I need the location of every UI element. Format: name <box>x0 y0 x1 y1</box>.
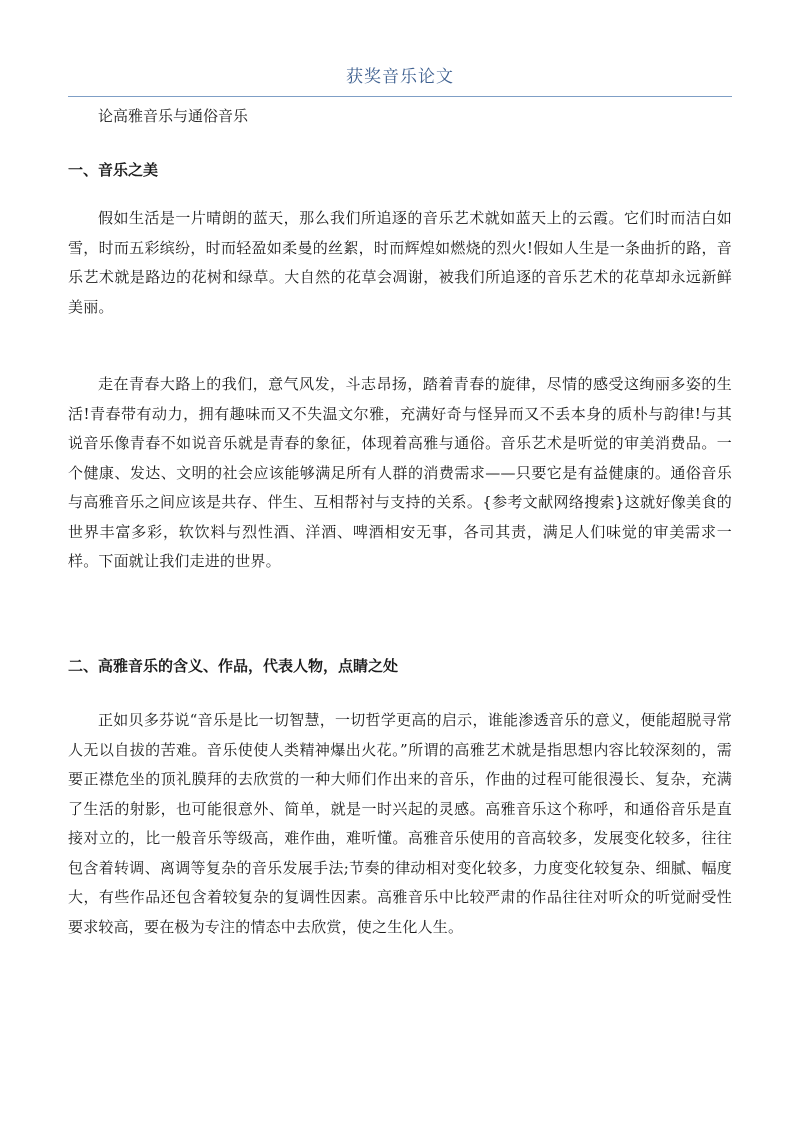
section-1-paragraph-1: 假如生活是一片晴朗的蓝天，那么我们所追逐的音乐艺术就如蓝天上的云霞。它们时而洁白如雪，时而五彩缤纷，时而轻盈如柔曼的丝絮，时而辉煌如燃烧的烈火!假如人生是一条曲折的路，音乐艺术就是路边的花树和绿草。大自然的花草会凋谢，被我们所追逐的音乐艺术的花草却永远新鲜美丽。 <box>68 209 732 316</box>
section-1-paragraph-2: 走在青春大路上的我们，意气风发，斗志昂扬，踏着青春的旋律，尽情的感受这绚丽多姿的生活!青春带有动力，拥有趣味而又不失温文尔雅，充满好奇与怪异而又不丢本身的质朴与韵律!与其说音乐像青春不如说音乐就是青春的象征，体现着高雅与通俗。音乐艺术是听觉的审美消费品。一个健康、发达、文明的社会应该能够满足所有人群的消费需求——只要它是有益健康的。通俗音乐与高雅音乐之间应该是共存、伴生、互相帮衬与支持的关系。{参考文献网络搜索}这就好像美食的世界丰富多彩，软饮料与烈性酒、洋酒、啤酒相安无事，各司其责，满足人们味觉的审美需求一样。下面就让我们走进的世界。 <box>68 375 732 570</box>
section-2-paragraph-1: 正如贝多芬说“音乐是比一切智慧，一切哲学更高的启示，谁能渗透音乐的意义，便能超脱寻常人无以自拔的苦难。音乐使使人类精神爆出火花。”所谓的高雅艺术就是指思想内容比较深刻的，需要正襟危坐的顶礼膜拜的去欣赏的一种大师们作出来的音乐，作曲的过程可能很漫长、复杂，充满了生活的射影，也可能很意外、简单，就是一时兴起的灵感。高雅音乐这个称呼，和通俗音乐是直接对立的，比一般音乐等级高，难作曲，难听懂。高雅音乐使用的音高较多，发展变化较多，往往包含着转调、离调等复杂的音乐发展手法;节奏的律动相对变化较多，力度变化较复杂、细腻、幅度大，有些作品还包含着较复杂的复调性因素。高雅音乐中比较严肃的作品往往对听众的听觉耐受性要求较高，要在极为专注的情态中去欣赏，使之生化人生。 <box>68 711 732 936</box>
section-heading-2: 二、高雅音乐的含义、作品，代表人物，点睛之处 <box>68 657 399 675</box>
document-subtitle: 论高雅音乐与通俗音乐 <box>98 107 249 125</box>
section-heading-1: 一、音乐之美 <box>68 161 159 179</box>
page-header <box>68 66 732 97</box>
header-title: 获奖音乐论文 <box>346 67 454 87</box>
